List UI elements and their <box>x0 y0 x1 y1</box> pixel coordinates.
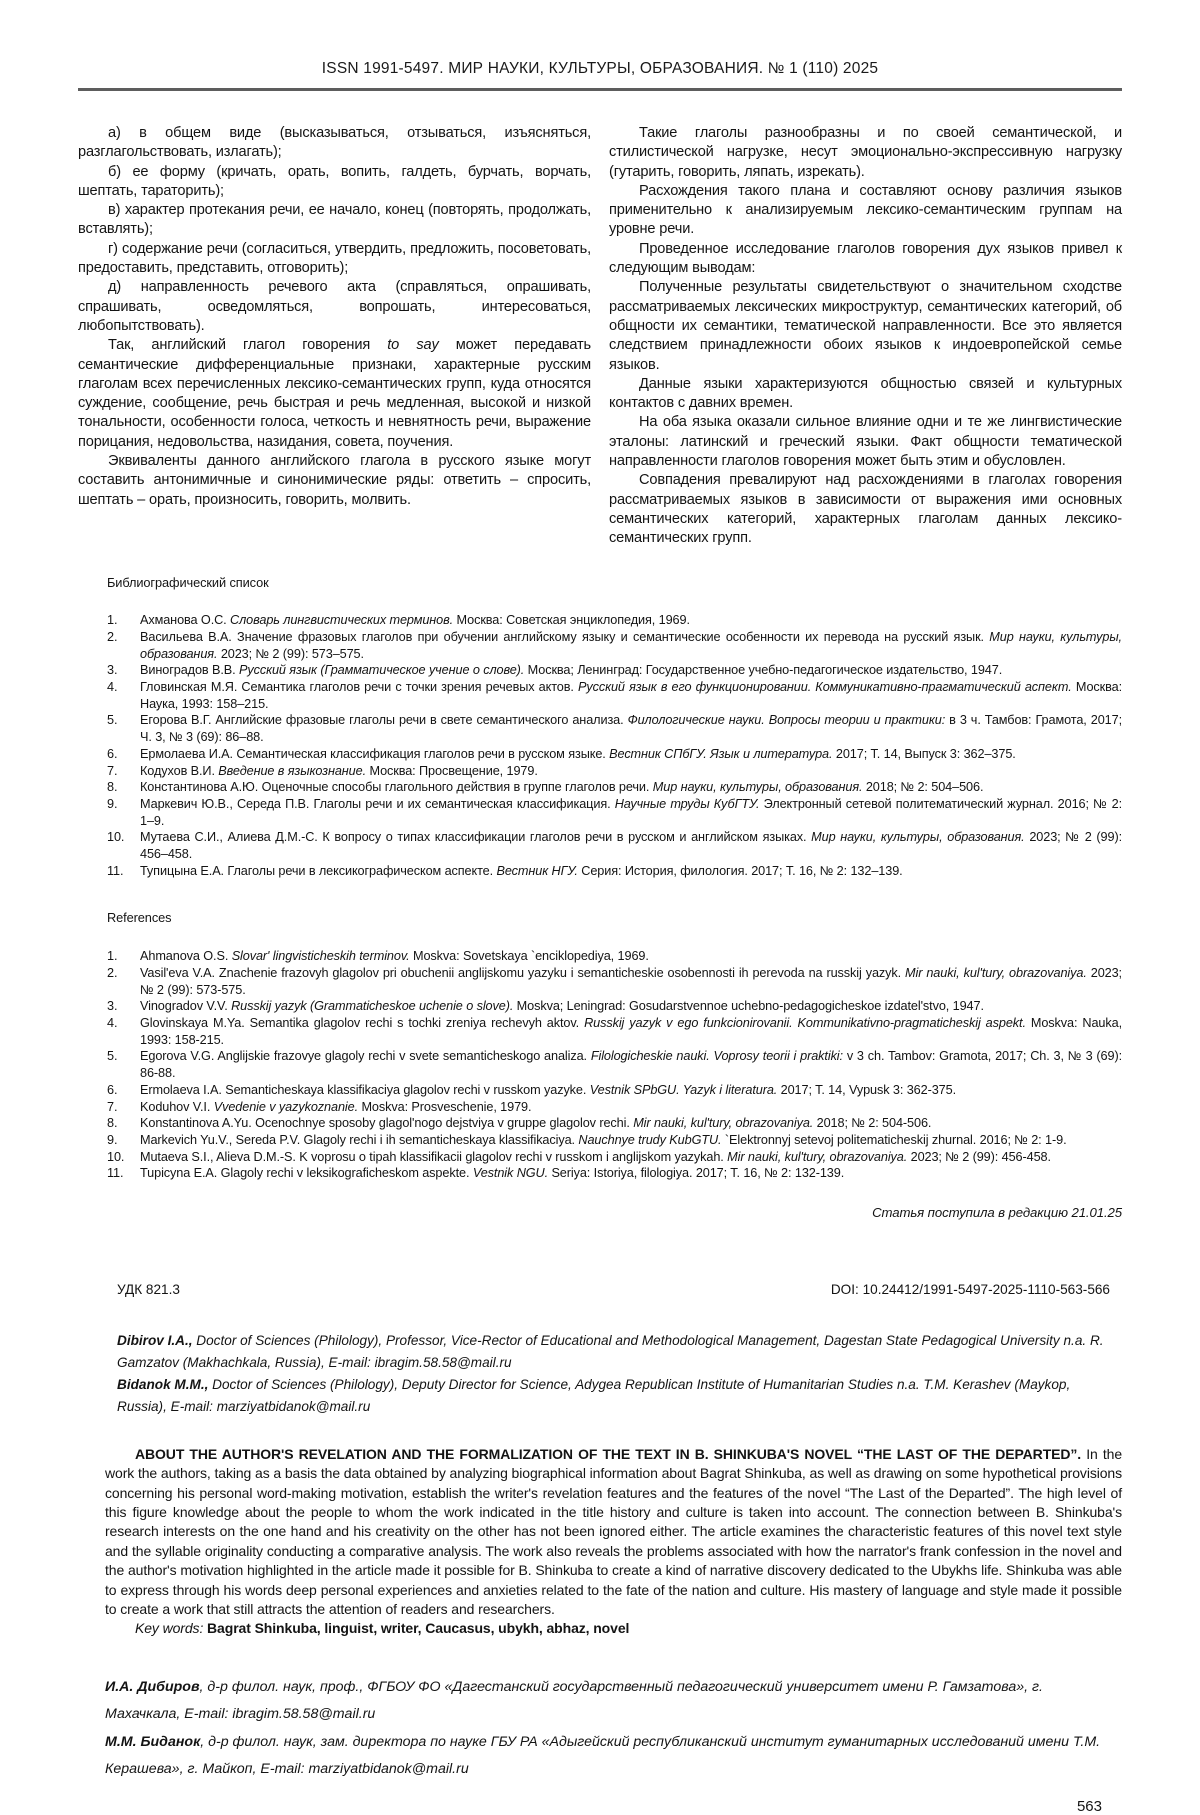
item-text: Ермолаева И.А. Семантическая классификация глаголов речи в русском языке. Вестник СПбГУ. Язык и литература. 2017; Т. 14, Выпуск 3: 362–375. <box>140 746 1016 761</box>
abstract-paragraph: ABOUT THE AUTHOR'S REVELATION AND THE FORMALIZATION OF THE TEXT IN B. SHINKUBA'S NOVEL “THE LAST OF THE DEPARTED”. In the work the authors, taking as a basis the data obtained by analyzing biographical information about Bagrat Shinkuba, as well as drawing on some hypothetical provisions concerning his personal word-making motivation, establish the writer's revelation features and the features of the novel “The Last of the Departed”. The high level of this figure knowledge about the people to whom the work indicated in the title history and culture is taken into account. The connection between B. Shinkuba's research interests on the one hand and his creativity on the other has not been ignored either. The article examines the characteristic features of this novel text style and the syllable originality conducting a comparative analysis. The work also reveals the problems associated with how the narrator's frank confession in the novel and the author's motivation highlighted in the article made it possible for B. Shinkuba to create a kind of narrative discovery dedicated to the Ubykhs life. Shinkuba was able to express through his words deep personal experiences and anxieties related to the fate of the nation and culture. His mastery of language and style made it possible to create a work that still attracts the attention of readers and researchers. <box>105 1445 1123 1617</box>
item-text: Mutaeva S.I., Alieva D.M.-S. K voprosu o tipah klassifikacii glagolov rechi v russkom i anglijskom yazykah. Mir nauki, kul'tury, obrazovaniya. 2023; № 2 (99): 456-458. <box>140 1149 1051 1164</box>
item-number: 1. <box>107 949 118 964</box>
bibliography-item <box>78 662 1122 679</box>
doi-label: DOI: 10.24412/1991-5497-2025-1110-563-566 <box>830 1281 1110 1297</box>
paragraph: г) содержание речи (согласиться, утвердить, предложить, посоветовать, предоставить, представить, отговорить); <box>78 240 591 277</box>
bibliography-title: Библиографический список <box>107 574 269 590</box>
bibliography-item <box>78 796 1122 829</box>
item-number: 10. <box>107 1149 125 1164</box>
item-number: 8. <box>107 780 118 795</box>
item-number: 6. <box>107 1082 118 1097</box>
udk-label: УДК 821.3 <box>117 1281 180 1297</box>
item-text: Виноградов В.В. Русский язык (Грамматическое учение о слове). Москва; Ленинград: Государственное учебно-педагогическое издательство, 1947. <box>140 663 1003 678</box>
bibliography-item <box>78 679 1122 712</box>
bibliography-item <box>78 629 1122 662</box>
paragraph: Так, английский глагол говорения to say может передавать семантические дифференциальные признаки, характерные русским глаголам всех перечисленных лексико-семантических групп, куда относятся суждение, сообщение, речь быстрая и речь медленная, высокой и низкой тональности, особенности голоса, четкость и невнятность речи, выражение порицания, недовольства, назидания, совета, поучения. <box>78 337 591 450</box>
abstract-block <box>78 1445 1122 1639</box>
issn-line: ISSN 1991-5497. МИР НАУКИ, КУЛЬТУРЫ, ОБРАЗОВАНИЯ. № 1 (110) 2025 <box>321 60 879 77</box>
item-text: Ahmanova O.S. Slovar' lingvisticheskih terminov. Moskva: Sovetskaya `enciklopediya, 1969. <box>140 949 649 964</box>
bibliography-item <box>78 779 1122 796</box>
item-text: Konstantinova A.Yu. Ocenochnye sposoby glagol'nogo dejstviya v gruppe glagolov rechi. Mir nauki, kul'tury, obrazovaniya. 2018; № 2: 504-506. <box>140 1116 932 1131</box>
paragraph: Проведенное исследование глаголов говорения дух языков привел к следующим выводам: <box>609 240 1122 277</box>
reference-item <box>78 1115 1122 1132</box>
paragraph: Расхождения такого плана и составляют основу различия языков применительно к анализируемым лексико-семантическим группам на уровне речи. <box>609 182 1122 238</box>
paragraph: а) в общем виде (высказываться, отзываться, изъясняться, разглагольствовать, излагать); <box>78 125 591 161</box>
reference-item <box>78 948 1122 965</box>
reference-item <box>78 1015 1122 1048</box>
item-number: 2. <box>107 965 118 980</box>
reference-item <box>78 1149 1122 1166</box>
bibliography-item <box>78 612 1122 629</box>
item-number: 11. <box>107 863 124 878</box>
item-number: 8. <box>107 1116 118 1131</box>
authors-russian-block <box>78 1674 1122 1784</box>
references-list <box>78 948 1122 1182</box>
item-number: 4. <box>107 1016 118 1030</box>
column-left <box>78 124 591 549</box>
item-text: Ахманова О.С. Словарь лингвистических терминов. Москва: Советская энциклопедия, 1969. <box>140 613 690 628</box>
authors-english-block <box>78 1330 1122 1418</box>
bibliography-item <box>78 829 1122 862</box>
column-right <box>609 124 1122 549</box>
item-number: 10. <box>107 830 125 845</box>
bibliography-item <box>78 712 1122 745</box>
paragraph: Эквиваленты данного английского глагола в русского языке могут составить антонимичные и синонимические ряды: ответить – спросить, шептать – орать, произносить, говорить, молвить. <box>78 453 591 508</box>
author-line-en: Dibirov I.A., Doctor of Sciences (Philology), Professor, Vice-Rector of Educational and Methodological Management, Dagestan State Pedagogical University n.a. R. Gamzatov (Makhachkala, Russia), E-mail: ibragim.58.58@mail.ru <box>117 1332 1104 1370</box>
item-number: 6. <box>107 746 118 761</box>
item-text: Ermolaeva I.A. Semanticheskaya klassifikaciya glagolov rechi v russkom yazyke. Vestnik SPbGU. Yazyk i literatura. 2017; T. 14, Vypusk 3: 362-375. <box>140 1082 956 1097</box>
references-title: References <box>107 910 172 926</box>
item-text: Маркевич Ю.В., Середа П.В. Глаголы речи и их семантическая классификация. Научные труды КубГТУ. Электронный сетевой политематический журнал. 2016; № 2: 1–9. <box>140 796 1123 828</box>
item-text: Koduhov V.I. Vvedenie v yazykoznanie. Moskva: Prosveschenie, 1979. <box>140 1099 532 1114</box>
reference-item <box>78 1165 1122 1182</box>
bibliography-item <box>78 763 1122 780</box>
reference-item <box>78 1048 1122 1081</box>
item-number: 5. <box>107 713 118 728</box>
item-number: 3. <box>107 663 118 678</box>
item-text: Тупицына Е.А. Глаголы речи в лексикографическом аспекте. Вестник НГУ. Серия: История, филология. 2017; Т. 16, № 2: 132–139. <box>140 863 903 878</box>
paragraph: д) направленность речевого акта (справляться, опрашивать, спрашивать, осведомляться, вопрошать, интересоваться, любопытствовать). <box>78 279 591 334</box>
item-number: 9. <box>107 796 118 811</box>
reference-item <box>78 1099 1122 1116</box>
item-number: 4. <box>107 680 118 695</box>
item-text: Кодухов В.И. Введение в языкознание. Москва: Просвещение, 1979. <box>140 763 538 778</box>
item-text: Мутаева С.И., Алиева Д.М.-С. К вопросу о типах классификации глаголов речи в русском и английском языках. Мир науки, культуры, образования. 2023; № 2 (99): 456–458. <box>140 830 1122 862</box>
paragraph: Полученные результаты свидетельствуют о значительном сходстве рассматриваемых лексических микроструктур, семантических категорий, об общности их семантики, тематической направленности. Все это является следствием принадлежности обоих языков к индоевропейской семье языков. <box>609 279 1122 373</box>
item-number: 1. <box>107 613 118 628</box>
bibliography-section <box>78 575 1122 1222</box>
paragraph: На оба языка оказали сильное влияние одни и те же лингвистические эталоны: латинский и греческий языки. Факт общности тематической направленности глаголов говорения может быть этим и обусловлен. <box>609 414 1122 470</box>
bibliography-list <box>78 612 1122 879</box>
item-number: 11. <box>107 1166 124 1181</box>
item-text: Glovinskaya M.Ya. Semantika glagolov rechi s tochki zreniya rechevyh aktov. Russkij yazyk v ego funkcionirovanii. Kommunikativno-pragmaticheskij aspekt. Moskva: Nauka, 1993: 158-215. <box>140 1016 1123 1047</box>
author-line-ru: М.М. Биданок, д-р филол. наук, зам. директора по науке ГБУ РА «Адыгейский республиканский институт гуманитарных исследований имени Т.М. Керашева», г. Майкоп, E-mail: marziyatbidanok@mail.ru <box>105 1733 1101 1778</box>
bibliography-item <box>78 863 1122 880</box>
item-text: Гловинская М.Я. Семантика глаголов речи с точки зрения речевых актов. Русский язык в его функционировании. Коммуникативно-прагматический аспект. Москва: Наука, 1993: 158–215. <box>140 680 1122 711</box>
item-text: Tupicyna E.A. Glagoly rechi v leksikograficheskom aspekte. Vestnik NGU. Seriya: Istoriya, filologiya. 2017; T. 16, № 2: 132-139. <box>140 1166 845 1181</box>
author-line-en: Bidanok M.M., Doctor of Sciences (Philology), Deputy Director for Science, Adygea Republican Institute of Humanitarian Studies n.a. T.M. Kerashev (Maykop, Russia), E-mail: marziyatbidanok@mail.ru <box>117 1376 1071 1414</box>
paragraph: Совпадения превалируют над расхождениями в глаголах говорения рассматриваемых языков в зависимости от выражения ими основных семантических категорий, характерных глаголам данных лексико-семантических групп. <box>609 472 1122 547</box>
item-number: 9. <box>107 1132 118 1147</box>
item-text: Егорова В.Г. Английские фразовые глаголы речи в свете семантического анализа. Филологические науки. Вопросы теории и практики: в 3 ч. Тамбов: Грамота, 2017; Ч. 3, № 3 (69): 86–88. <box>140 713 1123 745</box>
bibliography-item <box>78 746 1122 763</box>
item-number: 3. <box>107 999 118 1014</box>
item-text: Egorova V.G. Anglijskie frazovye glagoly rechi v svete semanticheskogo analiza. Filologicheskie nauki. Voprosy teorii i praktiki: v 3 ch. Tambov: Gramota, 2017; Ch. 3, № 3 (69): 86-88. <box>140 1049 1122 1081</box>
reference-item <box>78 998 1122 1015</box>
reference-item <box>78 965 1122 998</box>
item-text: Васильева В.А. Значение фразовых глаголов при обучении английскому языку и семантические особенности их перевода на русский язык. Мир науки, культуры, образования. 2023; № 2 (99): 573–575. <box>140 629 1122 661</box>
item-number: 7. <box>107 1099 118 1114</box>
journal-masthead <box>78 0 1122 78</box>
item-number: 7. <box>107 763 118 778</box>
item-text: Vinogradov V.V. Russkij yazyk (Grammaticheskoe uchenie o slove). Moskva; Leningrad: Gosudarstvennoe uchebno-pedagogicheskoe izdatel'stvo, 1947. <box>140 999 984 1014</box>
keywords-line: Key words: Bagrat Shinkuba, linguist, writer, Caucasus, ubykh, abhaz, novel <box>135 1620 630 1637</box>
header-rule <box>78 88 1122 91</box>
author-line-ru: И.А. Дибиров, д-р филол. наук, проф., ФГБОУ ФО «Дагестанский государственный педагогический университет имени Р. Гамзатова», г. Махачкала, E-mail: ibragim.58.58@mail.ru <box>105 1678 1043 1723</box>
item-text: Markevich Yu.V., Sereda P.V. Glagoly rechi i ih semanticheskaya klassifikaciya. Nauchnye trudy KubGTU. `Elektronnyj setevoj politematicheskij zhurnal. 2016; № 2: 1-9. <box>140 1132 1067 1147</box>
item-number: 2. <box>107 629 118 644</box>
item-text: Константинова А.Ю. Оценочные способы глагольного действия в группе глаголов речи. Мир науки, культуры, образования. 2018; № 2: 504–506. <box>140 780 984 795</box>
article-body <box>78 124 1122 549</box>
paragraph: Данные языки характеризуются общностью связей и культурных контактов с давних времен. <box>609 375 1122 412</box>
item-text: Vasil'eva V.A. Znachenie frazovyh glagolov pri obuchenii anglijskomu yazyku i semanticheskie osobennosti ih perevoda na russkij yazyk. Mir nauki, kul'tury, obrazovaniya. 2023; № 2 (99): 573-575. <box>140 965 1122 997</box>
udk-doi-row <box>78 1282 1122 1297</box>
paragraph: б) ее форму (кричать, орать, вопить, галдеть, бурчать, ворчать, шептать, тараторить); <box>78 163 591 199</box>
reference-item <box>78 1082 1122 1099</box>
item-number: 5. <box>107 1049 118 1064</box>
received-note: Статья поступила в редакцию 21.01.25 <box>872 1205 1122 1221</box>
paragraph: Такие глаголы разнообразны и по своей семантической, и стилистической нагрузке, несут эмоционально-экспрессивную нагрузку (гутарить, говорить, ляпать, изрекать). <box>609 125 1122 180</box>
paragraph: в) характер протекания речи, ее начало, конец (повторять, продолжать, вставлять); <box>78 202 591 238</box>
page-number: 563 <box>1076 1797 1102 1815</box>
reference-item <box>78 1132 1122 1149</box>
